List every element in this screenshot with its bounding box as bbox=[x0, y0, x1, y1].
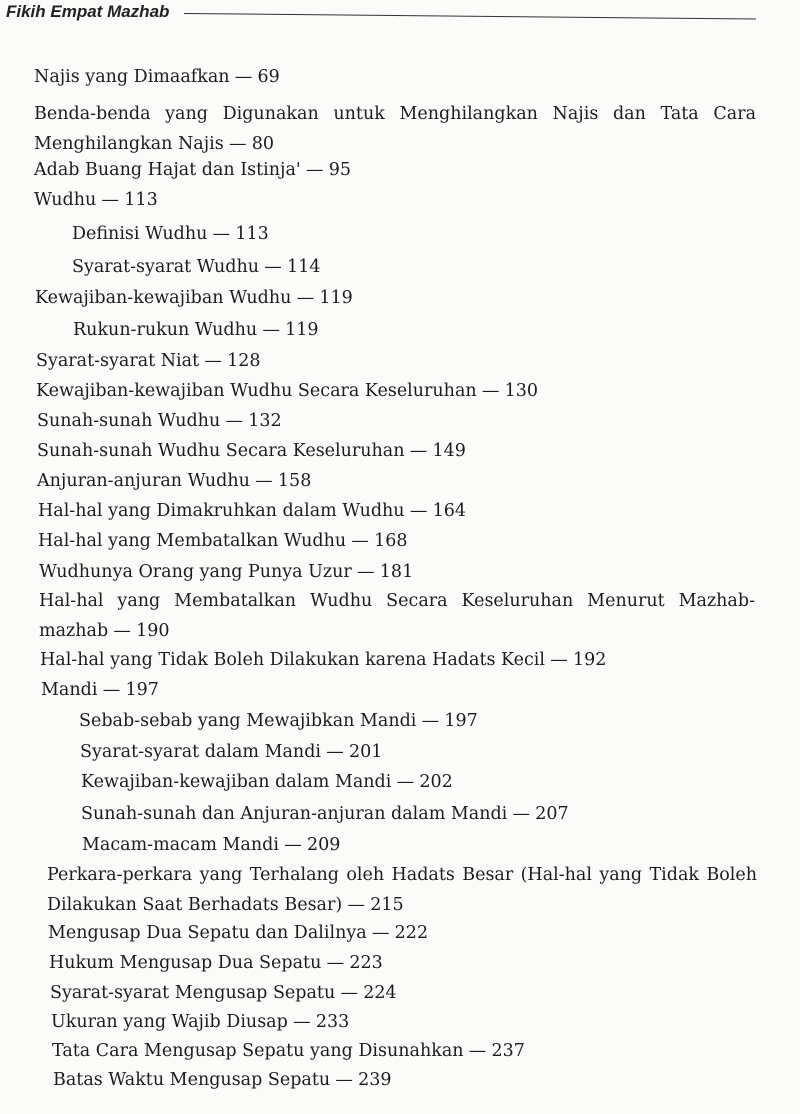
toc-entry-page: 114 bbox=[287, 257, 321, 277]
toc-entry-page: 119 bbox=[319, 288, 353, 308]
toc-separator: — bbox=[347, 895, 365, 915]
toc-separator: — bbox=[340, 983, 358, 1003]
running-title: Fikih Empat Mazhab bbox=[6, 2, 170, 21]
toc-entry-page: 202 bbox=[419, 772, 453, 792]
toc-entry-title: Kewajiban-kewajiban Wudhu bbox=[35, 288, 292, 308]
toc-entry-page: 69 bbox=[257, 67, 280, 87]
toc-entry bbox=[80, 737, 382, 767]
toc-entry-title: Tata Cara Mengusap Sepatu yang Disunahkan bbox=[52, 1041, 464, 1061]
toc-separator: — bbox=[409, 441, 428, 461]
toc-entry-page: 113 bbox=[124, 190, 158, 210]
toc-entry-title: Hal-hal yang Membatalkan Wudhu bbox=[38, 531, 347, 551]
toc-entry bbox=[35, 283, 353, 313]
toc-entry bbox=[72, 219, 269, 249]
toc-separator: — bbox=[262, 320, 280, 340]
toc-entry-title: Benda-benda yang Digunakan untuk Menghilangkan Najis dan Tata Cara Menghilangkan Najis bbox=[34, 104, 756, 154]
toc-separator: — bbox=[234, 67, 253, 87]
toc-entry bbox=[37, 406, 282, 436]
toc-entry-page: 223 bbox=[349, 953, 383, 973]
toc-entry-title: Mandi bbox=[41, 680, 98, 700]
toc-separator: — bbox=[326, 742, 344, 762]
toc-entry bbox=[41, 675, 159, 705]
toc-entry-page: 197 bbox=[444, 711, 478, 731]
toc-entry-title: Hal-hal yang Dimakruhkan dalam Wudhu bbox=[38, 501, 405, 521]
toc-separator: — bbox=[204, 351, 222, 371]
toc-entry-page: 222 bbox=[394, 923, 429, 943]
toc-separator: — bbox=[255, 471, 273, 491]
toc-entry-page: 132 bbox=[248, 411, 282, 431]
toc-entry-page: 181 bbox=[379, 562, 414, 582]
toc-entry bbox=[39, 557, 413, 587]
toc-entry-title: Sunah-sunah dan Anjuran-anjuran dalam Mandi bbox=[81, 804, 508, 824]
toc-entry bbox=[34, 99, 756, 159]
toc-entry-title: Rukun-rukun Wudhu bbox=[73, 320, 258, 340]
toc-entry bbox=[39, 586, 755, 646]
toc-entry-page: 80 bbox=[251, 134, 275, 154]
toc-entry-page: 207 bbox=[535, 804, 569, 824]
toc-entry-title: Ukuran yang Wajib Diusap bbox=[51, 1012, 288, 1032]
toc-entry bbox=[51, 1007, 349, 1037]
toc-entry-title: Hukum Mengusap Dua Sepatu bbox=[49, 953, 322, 973]
toc-entry bbox=[48, 918, 428, 948]
toc-entry-page: 197 bbox=[125, 680, 159, 700]
toc-entry-page: 158 bbox=[277, 471, 312, 491]
toc-entry-page: 237 bbox=[491, 1041, 525, 1061]
toc-entry bbox=[38, 496, 466, 526]
toc-entry-page: 201 bbox=[349, 742, 383, 762]
toc-entry bbox=[81, 799, 569, 829]
toc-entry-page: 168 bbox=[374, 531, 408, 551]
toc-separator: — bbox=[512, 804, 531, 824]
toc-entry-page: 164 bbox=[432, 501, 466, 521]
toc-separator: — bbox=[371, 923, 390, 943]
toc-entry bbox=[37, 466, 311, 496]
toc-separator: — bbox=[396, 772, 415, 792]
toc-separator: — bbox=[225, 411, 243, 431]
toc-separator: — bbox=[550, 650, 568, 670]
toc-entry bbox=[47, 860, 757, 920]
toc-separator: — bbox=[421, 711, 440, 731]
toc-entry bbox=[37, 436, 466, 466]
toc-entry-page: 233 bbox=[315, 1012, 350, 1032]
toc-entry bbox=[36, 346, 261, 376]
toc-entry-page: 128 bbox=[227, 351, 261, 371]
toc-entry-title: Sebab-sebab yang Mewajibkan Mandi bbox=[79, 711, 417, 731]
toc-entry bbox=[34, 62, 280, 92]
toc-separator: — bbox=[468, 1041, 487, 1061]
toc-entry bbox=[36, 376, 538, 406]
toc-separator: — bbox=[481, 381, 500, 401]
toc-entry-title: Wudhu bbox=[34, 190, 97, 210]
toc-entry-title: Hal-hal yang Membatalkan Wudhu Secara Keseluruhan Menurut Mazhab-mazhab bbox=[39, 591, 755, 641]
toc-separator: — bbox=[305, 160, 324, 180]
toc-entry-title: Syarat-syarat dalam Mandi bbox=[80, 742, 321, 762]
toc-separator: — bbox=[326, 953, 345, 973]
toc-entry-title: Syarat-syarat Niat bbox=[36, 351, 200, 371]
toc-entry-title: Sunah-sunah Wudhu Secara Keseluruhan bbox=[37, 441, 405, 461]
toc-entry-page: 113 bbox=[235, 224, 269, 244]
toc-entry-title: Hal-hal yang Tidak Boleh Dilakukan karena Hadats Kecil bbox=[40, 650, 545, 670]
toc-entry-page: 224 bbox=[363, 983, 397, 1003]
toc-entry-title: Adab Buang Hajat dan Istinja' bbox=[34, 160, 301, 180]
toc-entry bbox=[82, 830, 340, 860]
toc-entry-page: 130 bbox=[504, 381, 539, 401]
toc-entry bbox=[50, 978, 397, 1008]
toc-entry-title: Mengusap Dua Sepatu dan Dalilnya bbox=[48, 923, 367, 943]
toc-entry-page: 215 bbox=[370, 895, 404, 915]
toc-entry-page: 119 bbox=[285, 320, 319, 340]
toc-entry-title: Definisi Wudhu bbox=[72, 224, 208, 244]
toc-entry bbox=[73, 315, 319, 345]
toc-entry-title: Kewajiban-kewajiban Wudhu Secara Keseluruhan bbox=[36, 381, 477, 401]
toc-separator: — bbox=[102, 680, 121, 700]
toc-entry-title: Sunah-sunah Wudhu bbox=[37, 411, 221, 431]
toc-entry bbox=[81, 767, 453, 797]
toc-entry-title: Batas Waktu Mengusap Sepatu bbox=[53, 1070, 331, 1090]
toc-entry-title: Syarat-syarat Wudhu bbox=[72, 257, 260, 277]
toc-entry-title: Macam-macam Mandi bbox=[82, 835, 279, 855]
toc-entry bbox=[72, 252, 320, 282]
toc-separator: — bbox=[357, 562, 375, 582]
toc-separator: — bbox=[113, 621, 131, 641]
toc-separator: — bbox=[335, 1070, 353, 1090]
toc-entry-title: Perkara-perkara yang Terhalang oleh Hadats Besar (Hal-hal yang Tidak Boleh Dilakukan Saat Berhadats Besar) bbox=[47, 865, 757, 915]
toc-entry bbox=[34, 185, 158, 215]
toc-entry-title: Wudhunya Orang yang Punya Uzur bbox=[39, 562, 352, 582]
toc-separator: — bbox=[284, 835, 302, 855]
toc-separator: — bbox=[409, 501, 428, 521]
toc-separator: — bbox=[212, 224, 231, 244]
toc-entry-page: 95 bbox=[328, 160, 352, 180]
toc-entry-title: Anjuran-anjuran Wudhu bbox=[37, 471, 250, 491]
toc-entry-page: 149 bbox=[432, 441, 466, 461]
toc-separator: — bbox=[351, 531, 369, 551]
toc-entry-page: 239 bbox=[358, 1070, 392, 1090]
toc-entry bbox=[49, 948, 383, 978]
toc-entry bbox=[38, 526, 408, 556]
toc-entry bbox=[52, 1036, 525, 1066]
toc-separator: — bbox=[293, 1012, 311, 1032]
toc-separator: — bbox=[296, 288, 315, 308]
toc-separator: — bbox=[264, 257, 282, 277]
toc-entry-title: Kewajiban-kewajiban dalam Mandi bbox=[81, 772, 392, 792]
toc-entry bbox=[53, 1065, 392, 1095]
toc-entry bbox=[40, 645, 606, 675]
toc-entry bbox=[79, 706, 478, 736]
toc-entry-page: 192 bbox=[572, 650, 607, 670]
toc-entry-page: 209 bbox=[306, 835, 341, 855]
toc-entry bbox=[34, 155, 351, 185]
toc-separator: — bbox=[101, 190, 120, 210]
toc-entry-page: 190 bbox=[136, 621, 170, 641]
toc-entry-title: Najis yang Dimaafkan bbox=[34, 67, 230, 87]
toc-separator: — bbox=[229, 134, 247, 154]
toc-entry-title: Syarat-syarat Mengusap Sepatu bbox=[50, 983, 336, 1003]
